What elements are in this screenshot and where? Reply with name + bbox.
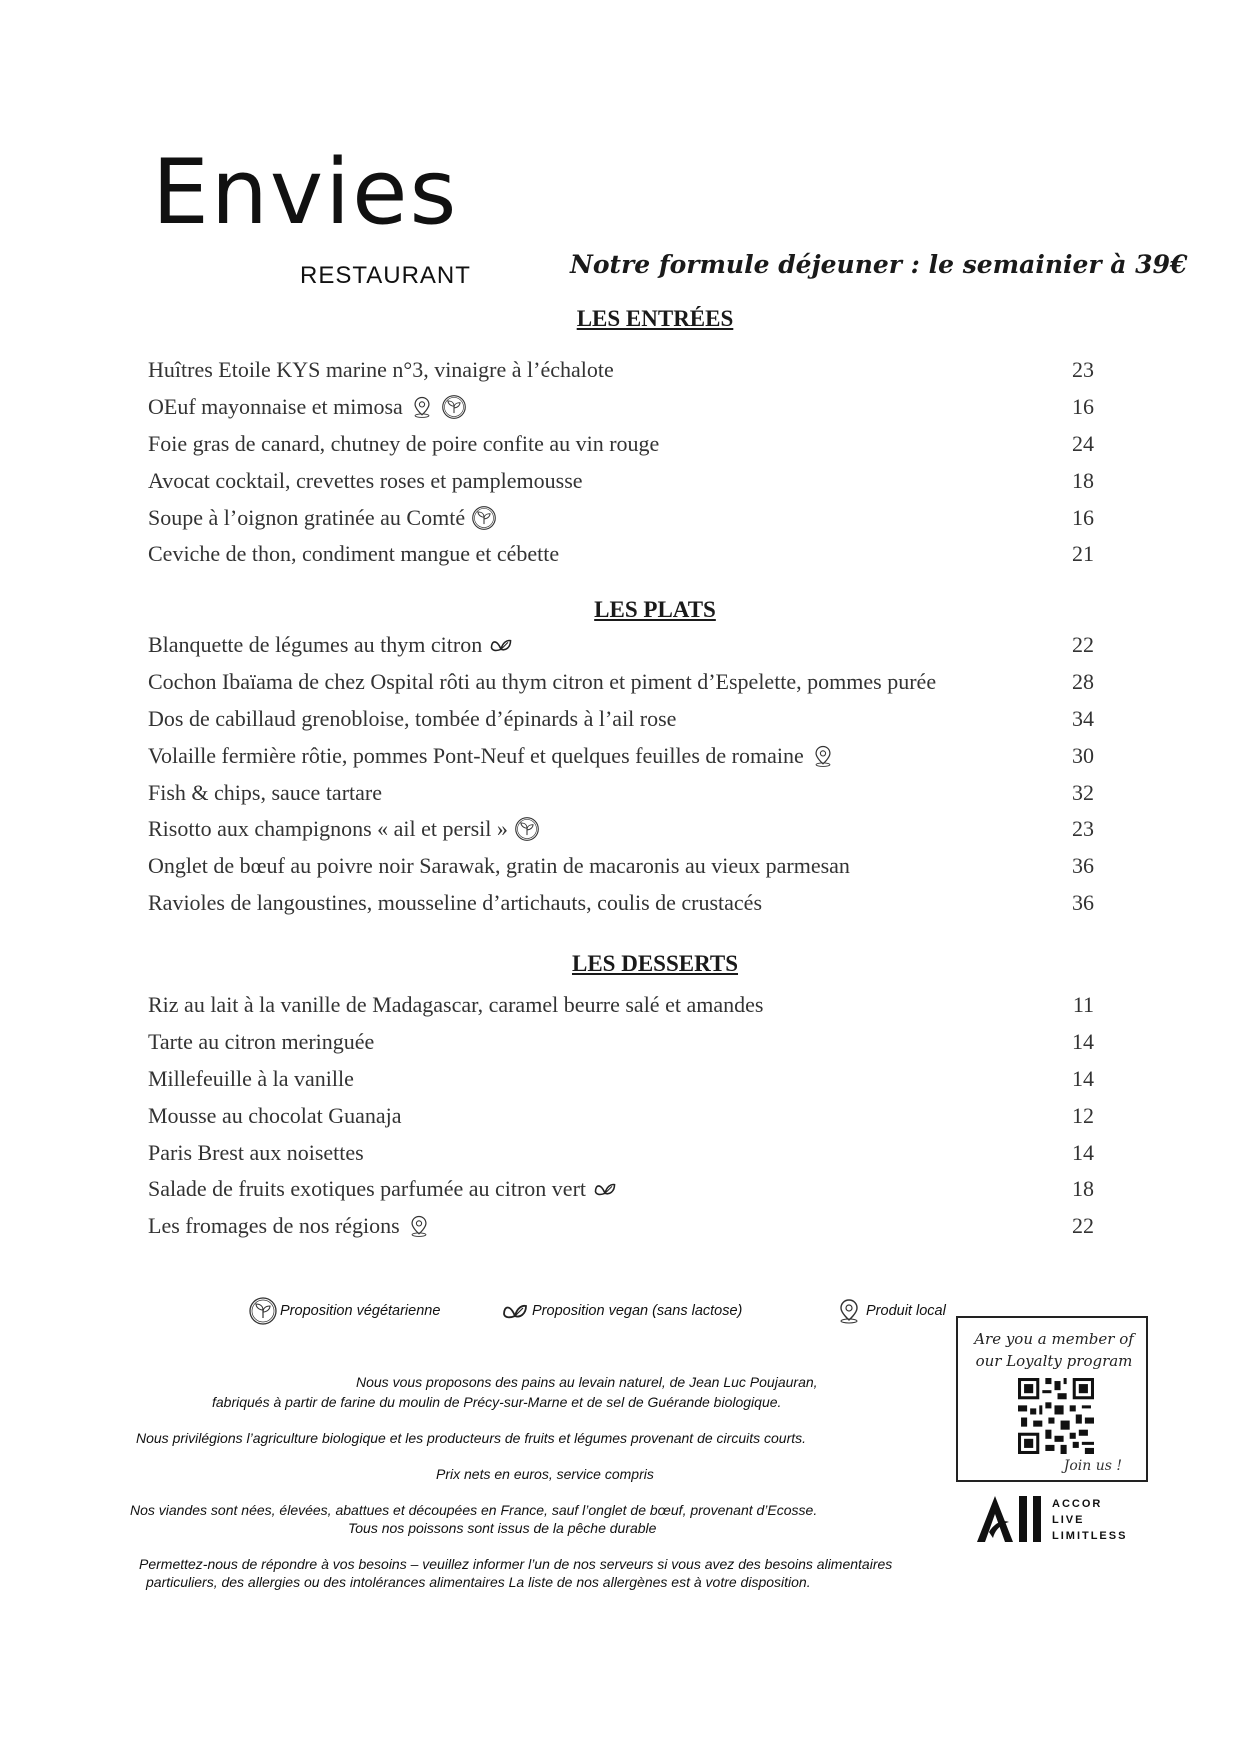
menu-item-name: [148, 1103, 1054, 1129]
menu-item: [148, 1134, 1094, 1171]
menu-item-label: Cochon Ibaïama de chez Ospital rôti au thym citron et piment d’Espelette, pommes purée: [148, 669, 937, 695]
loyalty-program-box: [956, 1316, 1148, 1482]
restaurant-logo: Envies: [152, 140, 459, 245]
local-pin-icon: [834, 1296, 864, 1326]
local-pin-icon: [409, 394, 435, 420]
local-pin-icon: [406, 1213, 432, 1239]
menu-item-name: [148, 816, 1054, 842]
legend-vegan: [500, 1296, 742, 1326]
menu-item-name: [148, 1176, 1054, 1202]
note-bread-line-1: Nous vous proposons des pains au levain naturel, de Jean Luc Poujauran,: [356, 1374, 818, 1390]
menu-item-label: Avocat cocktail, crevettes roses et pamplemousse: [148, 467, 583, 493]
menu-item-label: Foie gras de canard, chutney de poire confite au vin rouge: [148, 430, 660, 456]
menu-item-price: 16: [1072, 504, 1094, 530]
menu-item-name: [148, 743, 1054, 769]
menu-item: [148, 701, 1094, 738]
menu-item-price: 22: [1072, 632, 1094, 658]
menu-list-desserts: [148, 987, 1094, 1245]
menu-item-label: Ceviche de thon, condiment mangue et cébette: [148, 541, 560, 567]
menu-item-name: [148, 706, 1054, 732]
vegetarian-icon: [471, 505, 497, 531]
menu-item: [148, 885, 1094, 922]
menu-item-label: Riz au lait à la vanille de Madagascar, caramel beurre salé et amandes: [148, 992, 764, 1018]
menu-item-label: Millefeuille à la vanille: [148, 1065, 354, 1091]
menu-item-price: 18: [1072, 467, 1094, 493]
menu-item-label: Paris Brest aux noisettes: [148, 1139, 364, 1165]
lunch-formula: Notre formule déjeuner : le semainier à 39€: [570, 250, 1188, 279]
note-meat-line-2: Tous nos poissons sont issus de la pêche durable: [348, 1520, 657, 1536]
menu-list-plats: [148, 627, 1094, 921]
menu-item-label: Volaille fermière rôtie, pommes Pont-Neuf et quelques feuilles de romaine: [148, 742, 804, 768]
menu-item-price: 28: [1072, 669, 1094, 695]
section-title-entrees: LES ENTRÉES: [576, 306, 734, 331]
menu-item: [148, 536, 1094, 573]
loyalty-line-2: our Loyalty program: [975, 1352, 1133, 1370]
menu-item: [148, 352, 1094, 389]
menu-item-label: Mousse au chocolat Guanaja: [148, 1102, 402, 1128]
accor-all-logo-icon: [975, 1492, 1045, 1544]
legend-local-label: Produit local: [866, 1303, 946, 1319]
legend-vegetarian: [248, 1296, 440, 1326]
menu-item-label: Huîtres Etoile KYS marine n°3, vinaigre à l’échalote: [148, 357, 614, 383]
menu-item-name: [148, 780, 1054, 806]
menu-item-price: 14: [1072, 1139, 1094, 1165]
menu-item: [148, 1097, 1094, 1134]
menu-item-price: 16: [1072, 394, 1094, 420]
menu-item: [148, 987, 1094, 1024]
menu-item-label: Fish & chips, sauce tartare: [148, 779, 382, 805]
menu-item-label: Risotto aux champignons « ail et persil »: [148, 816, 508, 842]
menu-item: [148, 389, 1094, 426]
vegetarian-icon: [441, 394, 467, 420]
vegetarian-icon: [514, 816, 540, 842]
note-prices: Prix nets en euros, service compris: [436, 1466, 654, 1482]
qr-code-icon[interactable]: [1018, 1378, 1094, 1454]
menu-item-name: [148, 541, 1054, 567]
menu-item-price: 34: [1072, 705, 1094, 731]
menu-item-name: [148, 890, 1054, 916]
vegan-leaf-icon: [488, 632, 514, 658]
menu-item-price: 18: [1072, 1176, 1094, 1202]
menu-item: [148, 426, 1094, 463]
vegetarian-icon: [248, 1296, 278, 1326]
menu-item-label: Salade de fruits exotiques parfumée au citron vert: [148, 1176, 587, 1202]
menu-list-entrees: [148, 352, 1094, 573]
menu-item-price: 24: [1072, 430, 1094, 456]
menu-item: [148, 737, 1094, 774]
menu-item-price: 36: [1072, 889, 1094, 915]
menu-item-label: Les fromages de nos régions: [148, 1213, 400, 1239]
local-pin-icon: [810, 743, 836, 769]
menu-item-price: 36: [1072, 853, 1094, 879]
menu-item-price: 23: [1072, 816, 1094, 842]
menu-item-price: 30: [1072, 742, 1094, 768]
section-title-plats: LES PLATS: [594, 597, 716, 622]
note-meat-line-1: Nos viandes sont nées, élevées, abattues et découpées en France, sauf l’onglet de bœuf, provenant d’Ecosse.: [130, 1502, 818, 1518]
accor-line-2: LIVE: [1052, 1514, 1085, 1526]
menu-item-name: [148, 431, 1054, 457]
menu-item-label: Tarte au citron meringuée: [148, 1029, 375, 1055]
restaurant-logo-subtitle: RESTAURANT: [300, 262, 471, 289]
menu-item: [148, 774, 1094, 811]
vegan-leaf-icon: [500, 1296, 530, 1326]
legend-vegan-label: Proposition vegan (sans lactose): [532, 1303, 743, 1319]
menu-item-name: [148, 1066, 1054, 1092]
menu-item: [148, 627, 1094, 664]
legend-vegetarian-label: Proposition végétarienne: [280, 1303, 441, 1319]
menu-item: [148, 848, 1094, 885]
loyalty-question: [958, 1328, 1150, 1372]
accor-line-3: LIMITLESS: [1052, 1530, 1128, 1542]
menu-item-price: 14: [1072, 1029, 1094, 1055]
menu-item-price: 23: [1072, 357, 1094, 383]
loyalty-line-1: Are you a member of: [974, 1330, 1134, 1348]
menu-item-label: Blanquette de légumes au thym citron: [148, 632, 483, 658]
menu-item-name: [148, 1029, 1054, 1055]
section-title-desserts: LES DESSERTS: [571, 951, 739, 976]
menu-item-price: 14: [1072, 1065, 1094, 1091]
menu-item: [148, 1208, 1094, 1245]
menu-item: [148, 1061, 1094, 1098]
menu-item: [148, 811, 1094, 848]
menu-item: [148, 462, 1094, 499]
menu-item-name: [148, 394, 1054, 420]
menu-item-price: 21: [1072, 541, 1094, 567]
menu-item: [148, 1024, 1094, 1061]
menu-item-name: [148, 853, 1054, 879]
menu-item-name: [148, 669, 1054, 695]
menu-item-label: Ravioles de langoustines, mousseline d’artichauts, coulis de crustacés: [148, 889, 763, 915]
menu-item: [148, 499, 1094, 536]
menu-item-name: [148, 992, 1054, 1018]
note-allergy-line-2: particuliers, des allergies ou des intolérances alimentaires La liste de nos allergènes est à votre disposition.: [146, 1574, 811, 1590]
menu-item-price: 11: [1072, 992, 1094, 1018]
menu-item-name: [148, 468, 1054, 494]
menu-item-label: Onglet de bœuf au poivre noir Sarawak, gratin de macaronis au vieux parmesan: [148, 853, 850, 879]
menu-item-label: OEuf mayonnaise et mimosa: [148, 394, 403, 420]
menu-item-name: [148, 632, 1054, 658]
menu-item-name: [148, 1140, 1054, 1166]
menu-item-name: [148, 1213, 1054, 1239]
note-bread-line-2: fabriqués à partir de farine du moulin de Précy-sur-Marne et de sel de Guérande biologique.: [212, 1394, 782, 1410]
menu-item-name: [148, 505, 1054, 531]
menu-item-price: 22: [1072, 1213, 1094, 1239]
note-allergy-line-1: Permettez-nous de répondre à vos besoins – veuillez informer l’un de nos serveurs si vous avez des besoins alimentaires: [139, 1556, 893, 1572]
accor-tagline: [1052, 1496, 1127, 1544]
menu-item-name: [148, 357, 1054, 383]
menu-item-price: 12: [1072, 1102, 1094, 1128]
menu-item-price: 32: [1072, 779, 1094, 805]
loyalty-join: Join us !: [1063, 1458, 1122, 1474]
vegan-leaf-icon: [592, 1176, 618, 1202]
note-agriculture: Nous privilégions l’agriculture biologique et les producteurs de fruits et légumes provenant de circuits courts.: [136, 1430, 807, 1446]
menu-item: [148, 1171, 1094, 1208]
menu-item-label: Dos de cabillaud grenobloise, tombée d’épinards à l’ail rose: [148, 705, 677, 731]
menu-item-label: Soupe à l’oignon gratinée au Comté: [148, 504, 466, 530]
legend-local: [834, 1296, 946, 1326]
accor-line-1: ACCOR: [1052, 1498, 1103, 1510]
menu-item: [148, 664, 1094, 701]
